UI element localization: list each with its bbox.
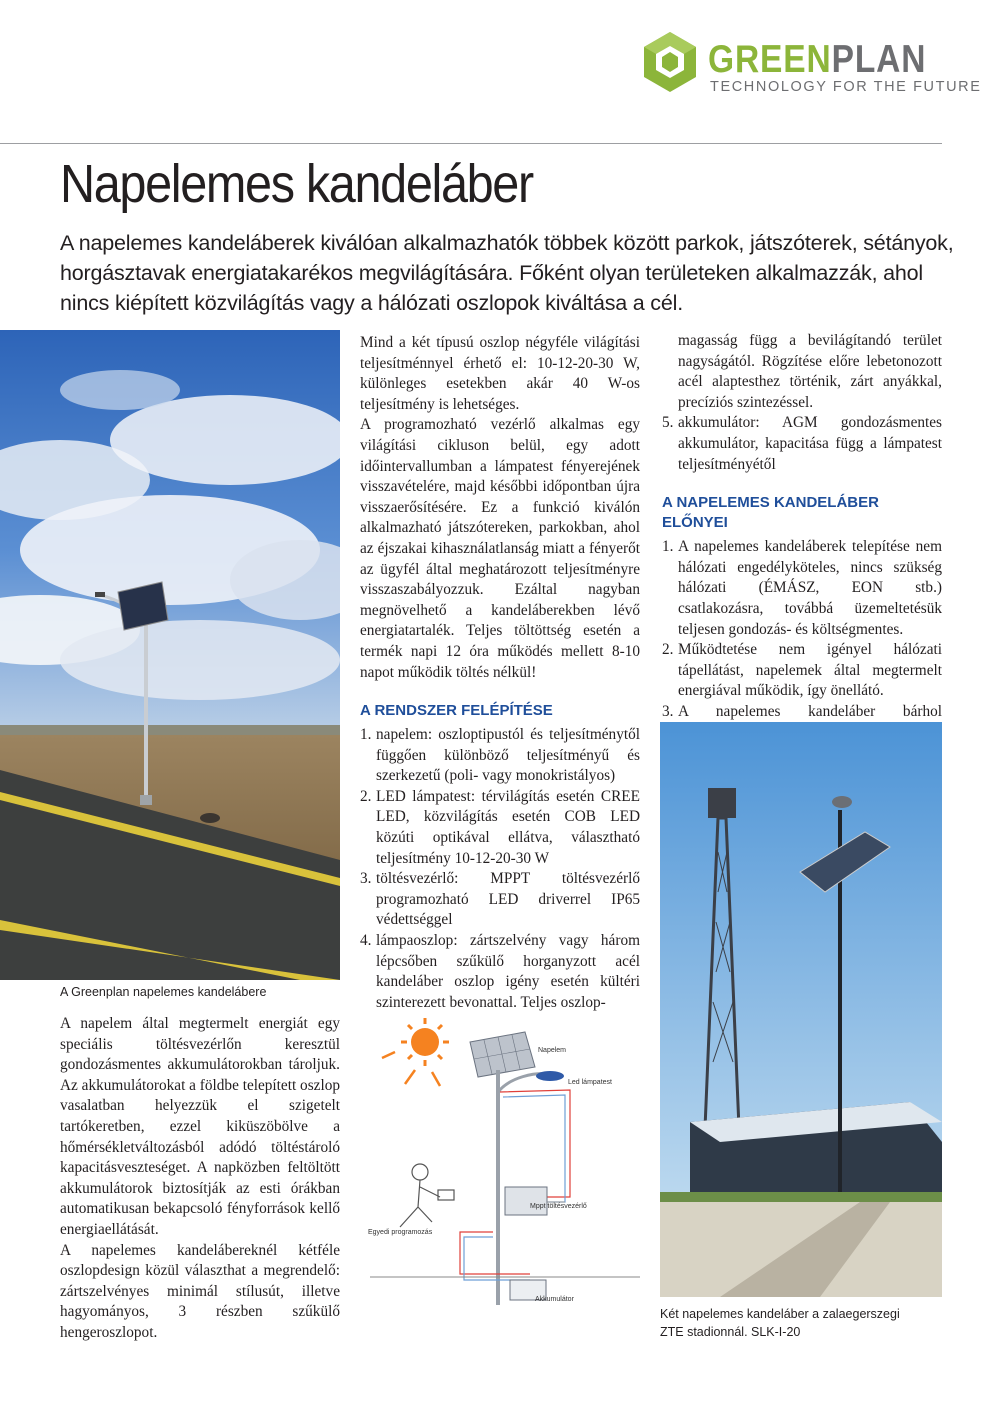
diagram-label-battery: Akkumulátor — [535, 1296, 574, 1303]
list-item — [662, 537, 942, 640]
diagram-label-programmer: Egyedi programozás — [368, 1229, 433, 1236]
greenplan-logo — [638, 26, 982, 98]
diagram-label-controller: Mppt töltésvezérlő — [530, 1203, 587, 1210]
solar-street-light-photo — [0, 330, 340, 980]
list-text: LED lámpatest: térvilágítás esetén CREE LED, közvilágítás esetén COB LED közúti optikával ellátva, választható teljesítmény 10-12-20-30 W — [376, 787, 640, 867]
logo-tagline: TECHNOLOGY FOR THE FUTURE — [710, 79, 982, 95]
column-1 — [60, 1014, 340, 1344]
col2-paragraph-1: Mind a két típusú oszlop négyféle világítási teljesítménnyel érhető el: 10-12-20-30 W, különleges esetekben akár 40 W-os teljesítmény is lehetséges. — [360, 334, 640, 413]
list-item — [360, 787, 640, 869]
list-number: 2. — [360, 787, 372, 805]
column-3 — [662, 331, 942, 743]
list-text: lámpaoszlop: zártszelvény vagy három lépcsőben szűkülő horganyzott acél kandeláber oszlop igény esetén kültéri szinterezett bevonattal. Teljes oszlop- — [376, 932, 640, 1011]
list-text: napelem: oszloptipustól és teljesítménytől függően különböző teljesítményű és szerkezetű (poli- vagy monokristályos) — [376, 726, 640, 785]
list-item — [360, 869, 640, 931]
list-number: 4. — [360, 932, 372, 950]
header-divider — [0, 143, 942, 144]
logo-word-green: GREEN — [708, 38, 832, 81]
list-number: 3. — [662, 702, 674, 720]
photo2-caption — [660, 1305, 900, 1341]
col1-paragraph-1: A napelem által megtermelt energiát egy speciális töltésvezérlőn keresztül gondozásmentes akkumulátorokban tároljuk. Az akkumulátorokat a földbe telepített oszlop vasalatban helyezzük el szigetelt tartókeretben, ezzel kiküszöbölve a hőmérsékletváltozásból adódó töltéstároló kapacitásveszteséget. A napközben feltöltött akkumulátorok biztosítják az esti órákban automatikusan bekapcsoló fényforrások kellő energiaellátását. — [60, 1015, 340, 1238]
diagram-label-lamp: Led lámpatest — [568, 1079, 612, 1086]
list-text: A napelemes kandeláber bárhol — [678, 702, 942, 720]
hexagon-logo-icon — [638, 30, 702, 94]
col2-paragraph-2: A programozható vezérlő alkalmas egy világítási cikluson belül, egy adott időintervallumban a lámpatest fényerejének visszavételére, majd későbbi időpontban újra visszaerősítésére. Ez a funkció kiválón alkalmazható játszótereken, parkokban, ahol az éjszakai kihasználatlanság miatt a fényerőt az ügyfél által meghatározott teljesítményre visszaszabályozzuk. Ezáltal nagyban megnövelhető a kandeláberekben lévő energiatartalék. Teljes töltöttség esetén a termék napi 12 óra működés mellett 8-10 napot működik töltés nélkül! — [360, 416, 640, 681]
list-item — [360, 725, 640, 787]
col1-paragraph-2: A napelemes kandelábereknél kétféle oszlopdesign közül választhat a megrendelő: zártszelvényes minimál stílusút, illetve hagyományos, 3 részben szűkülő hengeroszlopot. — [60, 1241, 340, 1341]
list-text: töltésvezérlő: MPPT töltésvezérlő programozható LED driverrel IP65 védettséggel — [376, 870, 640, 929]
system-components-list-continued — [662, 331, 942, 475]
technician-icon — [400, 1164, 454, 1227]
column-2 — [360, 333, 640, 1013]
section-heading-advantages: A NAPELEMES KANDELÁBER ELŐNYEI — [662, 494, 879, 532]
list-text: Működtetése nem igényel hálózati tápellátást, napelemek által megtermelt energiával működik, így önellátó. — [678, 641, 942, 700]
logo-wordmark — [708, 40, 926, 80]
photo1-caption: A Greenplan napelemes kandelábere — [60, 985, 267, 999]
advantages-list — [662, 537, 942, 743]
list-number: 1. — [360, 726, 372, 744]
list-number: 2. — [662, 641, 674, 659]
page-title: Napelemes kandeláber — [60, 154, 533, 214]
stadium-lights-photo — [660, 722, 942, 1297]
list-number: 3. — [360, 870, 372, 888]
list-item — [662, 413, 942, 475]
system-components-list — [360, 725, 640, 1013]
list-number: 1. — [662, 538, 674, 556]
list-text: magasság függ a bevilágítandó terület nagyságától. Rögzítése előre lebetonozott acél alaptesthez történik, zárt anyákkal, precíziós szintezéssel. — [678, 332, 942, 411]
list-text: akkumulátor: AGM gondozásmentes akkumulátor, kapacitása függ a lámpatest teljesítményétől — [678, 414, 942, 473]
intro-paragraph: A napelemes kandeláberek kiválóan alkalmazhatók többek között parkok, játszóterek, sétányok, horgásztavak energiatakarékos megvilágítására. Főként olyan területeken alkalmazzák, ahol nincs kiépített közvilágítás vagy a hálózati oszlopok kiváltása a cél. — [60, 231, 954, 315]
section-heading-system: A RENDSZER FELÉPÍTÉSE — [360, 702, 553, 720]
list-item — [360, 931, 640, 1013]
photo2-caption-line-1: Két napelemes kandeláber a zalaegerszegi — [660, 1307, 900, 1321]
diagram-label-panel: Napelem — [538, 1047, 567, 1054]
system-diagram — [360, 1012, 650, 1312]
sun-icon — [382, 1018, 449, 1086]
list-text: A napelemes kandeláberek telepítése nem hálózati engedélyköteles, nincs szükség hálózati (ÉMÁSZ, EON stb.) csatlakozásra, továbbá üzemeltetésük teljesen gondozás- és költségmentes. — [678, 538, 942, 638]
photo2-caption-line-2: ZTE stadionnál. SLK-I-20 — [660, 1325, 801, 1339]
list-item — [662, 331, 942, 413]
list-number: 5. — [662, 414, 674, 432]
logo-word-plan: PLAN — [831, 38, 927, 81]
list-item — [662, 640, 942, 702]
